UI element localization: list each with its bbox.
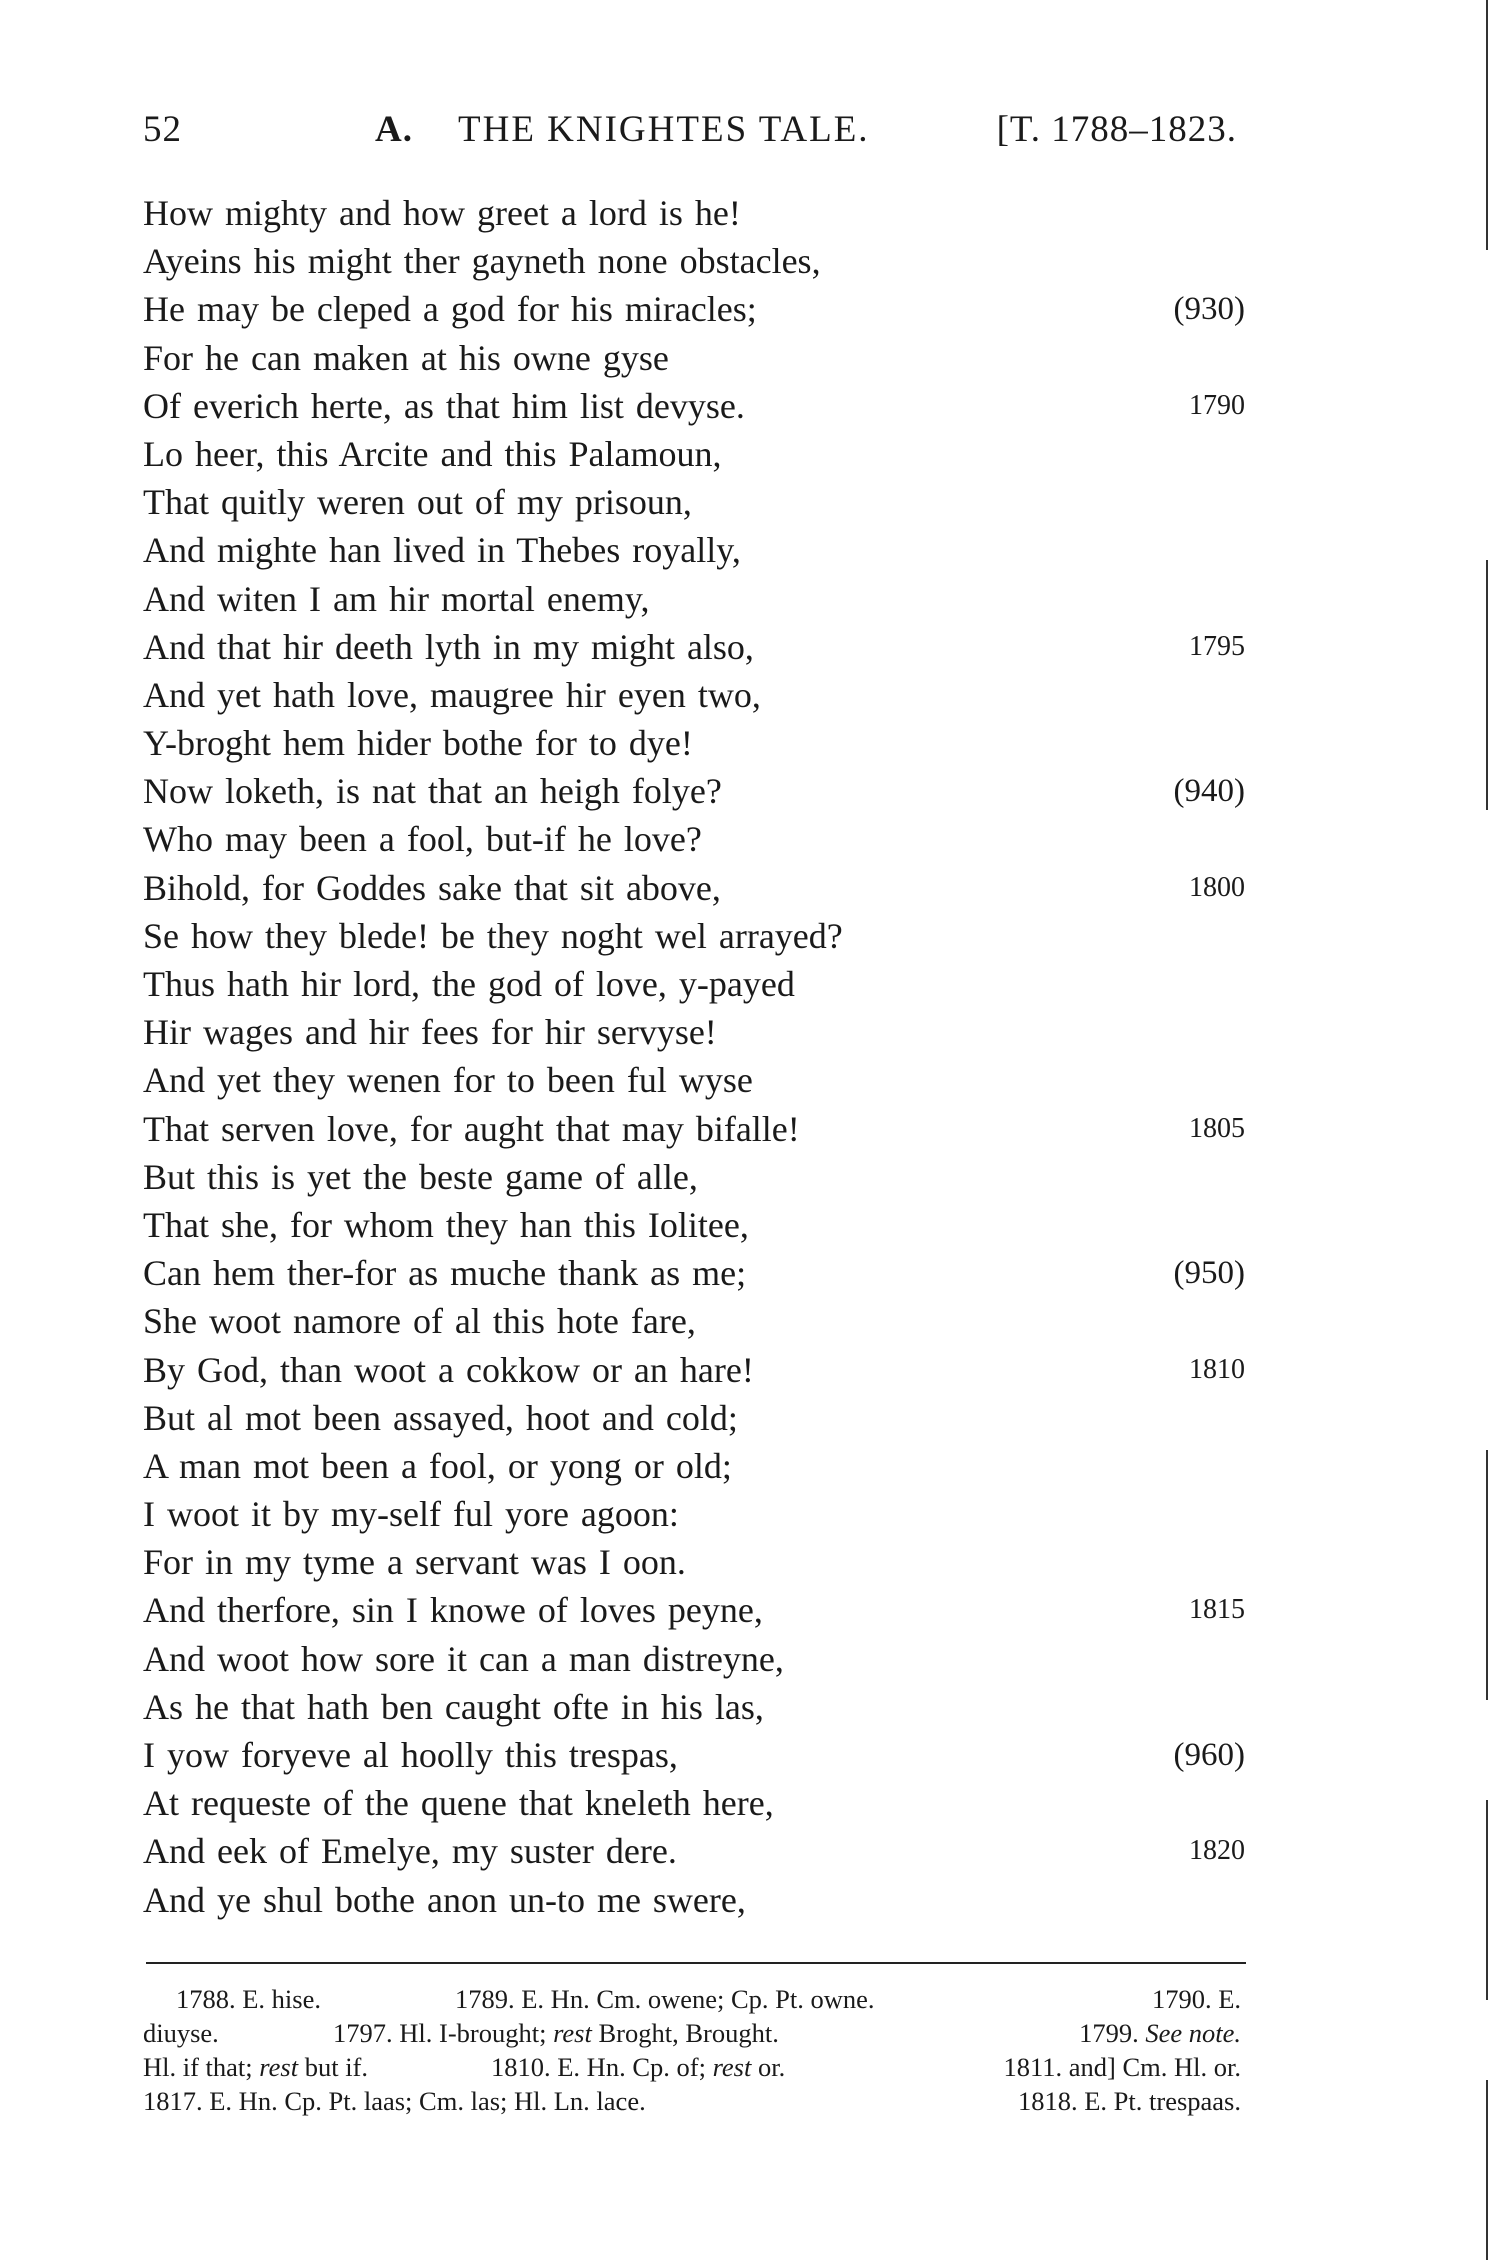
verse-text: She woot namore of al this hote fare, (143, 1301, 696, 1342)
verse-text: Bihold, for Goddes sake that sit above, (143, 867, 721, 908)
verse-text: I yow foryeve al hoolly this trespas, (143, 1735, 678, 1775)
footnote: 1790. E. (1151, 1984, 1241, 2014)
line-number: (950) (1173, 1255, 1245, 1292)
line-number: 1815 (1189, 1594, 1245, 1626)
verse-line (143, 1297, 1245, 1345)
verse-text: And ye shul bothe anon un-to me swere, (143, 1879, 746, 1920)
footnote-line (143, 2050, 1245, 2084)
footnote-text: 1797. Hl. I-brought; (333, 2018, 547, 2048)
verse-text: And witen I am hir mortal enemy, (143, 578, 650, 619)
footnote: 1817. E. Hn. Cp. Pt. laas; Cm. las; Hl. Ln. lace. (143, 2086, 646, 2116)
scan-edge-line (1486, 2080, 1488, 2260)
verse-line (143, 526, 1245, 574)
verse-text: He may be cleped a god for his miracles; (143, 289, 757, 330)
verse-text: That she, for whom they han this Iolitee, (143, 1204, 749, 1245)
line-number: (930) (1173, 291, 1245, 328)
line-number: (960) (1173, 1737, 1245, 1773)
verse-line (143, 1249, 1245, 1297)
footnote-emphasis: rest (259, 2052, 299, 2082)
scan-edge-line (1486, 0, 1488, 250)
verse-text: Hir wages and hir fees for hir servyse! (143, 1012, 717, 1053)
verse-text: Thus hath hir lord, the god of love, y-payed (143, 964, 795, 1004)
verse-text: Who may been a fool, but-if he love? (143, 819, 702, 860)
verse-text: And therfore, sin I knowe of loves peyne, (143, 1590, 763, 1631)
footnote-emphasis: rest (712, 2052, 752, 2082)
page-title: THE KNIGHTES TALE. (458, 109, 870, 150)
verse-text: How mighty and how greet a lord is he! (143, 193, 741, 233)
verse-line (143, 1779, 1245, 1827)
verse-text: And yet hath love, maugree hir eyen two, (143, 674, 761, 715)
verse-line (143, 767, 1245, 815)
verse-line (143, 285, 1245, 333)
verse-text: A man mot been a fool, or yong or old; (143, 1445, 732, 1486)
line-number: 1790 (1189, 389, 1245, 421)
verse-line (143, 1201, 1245, 1249)
scan-edge-line (1486, 1800, 1488, 2000)
verse-line (143, 237, 1245, 285)
footnote (143, 2050, 368, 2084)
verse-text: Y-broght hem hider bothe for to dye! (143, 723, 693, 764)
line-number: 1820 (1189, 1835, 1245, 1867)
verse-text: And eek of Emelye, my suster dere. (143, 1831, 677, 1872)
line-number: (940) (1173, 773, 1245, 810)
footnote-text: Hl. if that; (143, 2052, 253, 2082)
verse-text: And woot how sore it can a man distreyne, (143, 1638, 784, 1679)
verse-text: Ayeins his might ther gayneth none obstacles, (143, 241, 821, 282)
verse-text: Se how they blede! be they noght wel arrayed? (143, 915, 843, 956)
scan-edge-line (1486, 560, 1488, 810)
verse-text: For he can maken at his owne gyse (143, 337, 669, 378)
verse-line (143, 1394, 1245, 1442)
running-header (143, 108, 1245, 158)
section-letter: A. (375, 109, 413, 150)
verse-line (143, 334, 1245, 382)
verse-line (143, 1731, 1245, 1779)
verse-text: But this is yet the beste game of alle, (143, 1156, 698, 1197)
footnote (491, 2050, 785, 2084)
verse-line (143, 1586, 1245, 1634)
verse-line (143, 912, 1245, 960)
verse-line (143, 575, 1245, 623)
footnote-text: or. (757, 2052, 786, 2082)
scan-edge-line (1486, 1450, 1488, 1700)
footnote: diuyse. (143, 2018, 219, 2048)
verse-line (143, 382, 1245, 430)
verse-line (143, 1008, 1245, 1056)
footnote-emphasis: See note. (1145, 2018, 1241, 2048)
line-number: 1800 (1189, 871, 1245, 903)
verse-line (143, 1683, 1245, 1731)
verse-line (143, 719, 1245, 767)
verse-text: Now loketh, is nat that an heigh folye? (143, 771, 722, 812)
verse-line (143, 189, 1245, 237)
verse-line (143, 1346, 1245, 1394)
verse-text: By God, than woot a cokkow or an hare! (143, 1349, 754, 1390)
verse-text: I woot it by my-self ful yore agoon: (143, 1494, 679, 1535)
verse-text: Lo heer, this Arcite and this Palamoun, (143, 433, 722, 474)
verse-text: That quitly weren out of my prisoun, (143, 482, 692, 523)
verse-block (143, 189, 1245, 1924)
verse-line (143, 1490, 1245, 1538)
footnote: 1818. E. Pt. trespaas. (1017, 2086, 1241, 2116)
verse-line (143, 1153, 1245, 1201)
line-number: 1805 (1189, 1112, 1245, 1144)
footnote-text: 1799. (1079, 2018, 1139, 2048)
verse-line (143, 1827, 1245, 1875)
verse-text: And yet they wenen for to been ful wyse (143, 1060, 753, 1101)
line-number: 1810 (1189, 1353, 1245, 1385)
verse-line (143, 478, 1245, 526)
footnote-text: but if. (304, 2052, 369, 2082)
verse-line (143, 815, 1245, 863)
line-number: 1795 (1189, 630, 1245, 662)
verse-line (143, 430, 1245, 478)
verse-line (143, 1635, 1245, 1683)
verse-text: For in my tyme a servant was I oon. (143, 1542, 686, 1583)
footnote (1079, 2016, 1241, 2050)
verse-text: As he that hath ben caught ofte in his las, (143, 1686, 764, 1727)
footnote-line (143, 1982, 1245, 2016)
footnote-text: 1810. E. Hn. Cp. of; (491, 2052, 706, 2082)
verse-text: But al mot been assayed, hoot and cold; (143, 1397, 738, 1438)
verse-line (143, 671, 1245, 719)
footnote-line (143, 2016, 1245, 2050)
verse-line (143, 960, 1245, 1008)
verse-line (143, 864, 1245, 912)
footnote (333, 2016, 779, 2050)
page-number: 52 (143, 109, 182, 150)
verse-line (143, 1442, 1245, 1490)
footnote-divider (146, 1962, 1246, 1964)
footnote-text: Broght, Brought. (598, 2018, 779, 2048)
line-range: [T. 1788–1823. (996, 109, 1237, 150)
footnotes (143, 1982, 1245, 2118)
footnote: 1788. E. hise. (176, 1984, 321, 2014)
verse-text: And mighte han lived in Thebes royally, (143, 530, 741, 571)
verse-line (143, 1105, 1245, 1153)
verse-line (143, 1538, 1245, 1586)
footnote-line (143, 2084, 1245, 2118)
verse-text: And that hir deeth lyth in my might also, (143, 626, 754, 667)
verse-line (143, 1056, 1245, 1104)
verse-text: Of everich herte, as that him list devyse. (143, 385, 745, 426)
verse-text: Can hem ther-for as muche thank as me; (143, 1253, 747, 1294)
footnote-emphasis: rest (553, 2018, 592, 2048)
verse-text: At requeste of the quene that kneleth here, (143, 1783, 774, 1824)
verse-line (143, 623, 1245, 671)
footnote: 1811. and] Cm. Hl. or. (1003, 2052, 1241, 2082)
verse-text: That serven love, for aught that may bifalle! (143, 1108, 800, 1149)
verse-line (143, 1876, 1245, 1924)
footnote: 1789. E. Hn. Cm. owene; Cp. Pt. owne. (455, 1984, 875, 2014)
